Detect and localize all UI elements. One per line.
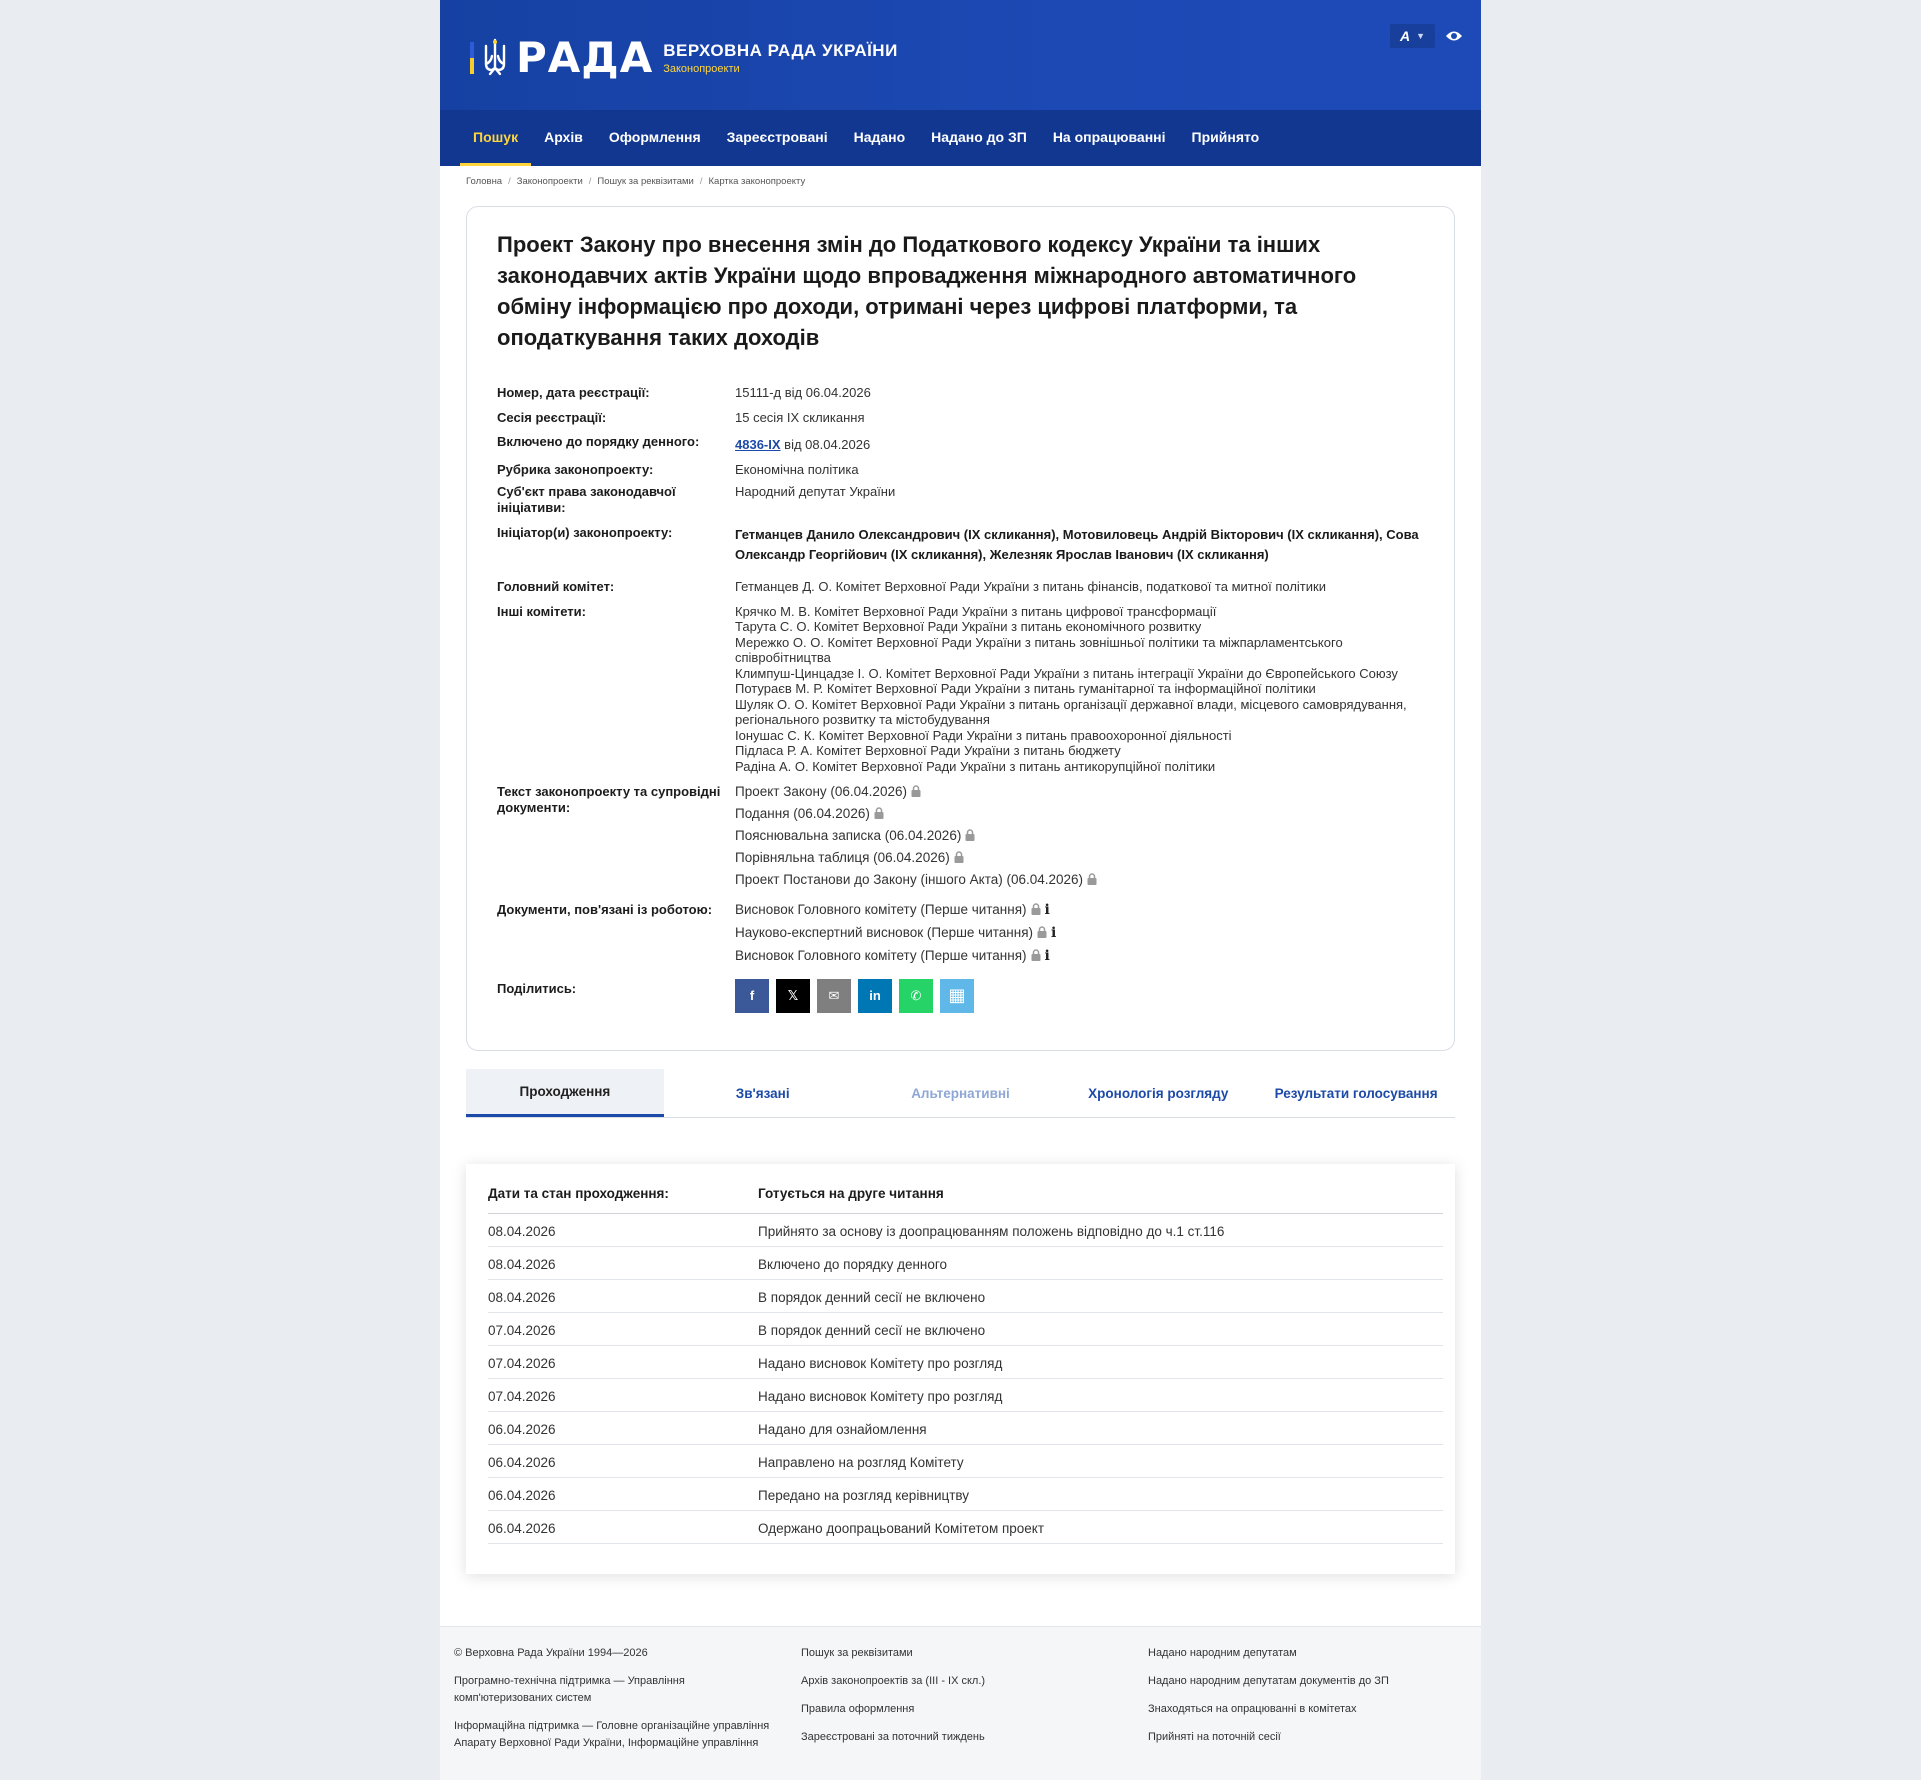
info-icon[interactable]: i	[1044, 902, 1050, 918]
header-tools	[1390, 24, 1463, 48]
whatsapp-icon: ✆	[910, 988, 922, 1004]
committee-item: Потураєв М. Р. Комітет Верховної Ради України з питань гуманітарної та інформаційної політики	[735, 681, 1316, 696]
breadcrumb-current: Картка законопроекту	[708, 176, 806, 187]
row-status: Направлено на розгляд Комітету	[758, 1445, 1443, 1478]
field-registration	[497, 385, 1424, 401]
passage-panel	[466, 1164, 1455, 1574]
related-document-link[interactable]: Висновок Головного комітету (Перше читання)	[735, 948, 1027, 963]
page	[440, 0, 1481, 1779]
lock-icon	[954, 851, 964, 863]
field-value: 15111-д від 06.04.2026	[735, 385, 871, 400]
footer-link[interactable]: Пошук за реквізитами	[801, 1647, 913, 1659]
field-agenda	[497, 434, 1424, 453]
row-date: 06.04.2026	[488, 1412, 758, 1445]
lock-icon	[1031, 949, 1041, 961]
breadcrumb-home[interactable]: Головна	[466, 176, 503, 187]
table-row	[488, 1511, 1443, 1544]
committee-item: Шуляк О. О. Комітет Верховної Ради України з питань організації державної влади, місцевого самоврядування, регіонального розвитку та містобудування	[735, 696, 1407, 727]
field-subject	[497, 484, 1424, 515]
tab-passage[interactable]: Проходження	[466, 1069, 664, 1117]
email-icon: ✉	[828, 988, 840, 1004]
footer-tech-link[interactable]: Управління комп'ютеризованих систем	[454, 1675, 685, 1704]
tab-related[interactable]: Зв'язані	[735, 1085, 790, 1101]
field-value: Економічна політика	[735, 461, 859, 477]
lock-icon	[1087, 873, 1097, 885]
field-share	[497, 979, 1424, 1013]
field-main-committee	[497, 579, 1424, 595]
x-share-button[interactable]	[776, 979, 810, 1013]
footer-info-link[interactable]: Головне організаційне управління Апарату Верховної Ради України, Інформаційне управління	[454, 1720, 770, 1749]
field-label: Сесія реєстрації:	[497, 409, 607, 425]
tab-chronology[interactable]: Хронологія розгляду	[1088, 1085, 1229, 1101]
email-share-button[interactable]	[817, 979, 851, 1013]
nav-item-provided[interactable]: Надано	[853, 128, 906, 145]
main-nav	[440, 110, 1481, 166]
documents-list	[735, 784, 1424, 894]
document-item[interactable]	[735, 784, 1424, 800]
nav-item-adopted[interactable]: Прийнято	[1191, 128, 1260, 145]
field-related-documents	[497, 902, 1424, 971]
breadcrumb	[440, 166, 1481, 190]
committee-item: Крячко М. В. Комітет Верховної Ради України з питань цифрової трансформації	[735, 603, 1217, 619]
flag-bar	[470, 42, 474, 74]
qr-share-button[interactable]	[940, 979, 974, 1013]
table-row	[488, 1313, 1443, 1346]
breadcrumb-separator: /	[508, 176, 511, 187]
logo-word: РАДА	[516, 33, 654, 82]
font-size-button[interactable]	[1390, 24, 1435, 48]
footer-tech-label: Програмно-технічна підтримка —	[454, 1675, 628, 1687]
field-label: Інші комітети:	[497, 603, 586, 619]
site-logo[interactable]	[470, 33, 898, 82]
breadcrumb-bills[interactable]: Законопроекти	[516, 176, 583, 187]
document-item[interactable]	[735, 850, 1424, 866]
site-subtitle: Законопроекти	[663, 63, 740, 75]
trident-icon	[482, 38, 508, 78]
footer-tech-support	[454, 1673, 774, 1707]
nav-item-search[interactable]: Пошук	[460, 110, 531, 166]
footer-col-links-2	[1148, 1645, 1468, 1757]
row-date: 07.04.2026	[488, 1346, 758, 1379]
table-row	[488, 1478, 1443, 1511]
field-documents	[497, 784, 1424, 894]
committee-item: Мережко О. О. Комітет Верховної Ради України з питань зовнішньої політики та міжпарламентського співробітництва	[735, 634, 1343, 665]
field-label: Включено до порядку денного:	[497, 434, 700, 449]
row-status: Передано на розгляд керівництву	[758, 1478, 1443, 1511]
committee-list	[735, 604, 1425, 775]
info-icon[interactable]: i	[1044, 948, 1050, 964]
lock-icon	[874, 807, 884, 819]
agenda-link[interactable]: 4836-IX	[735, 437, 781, 452]
table-row	[488, 1214, 1443, 1247]
row-date: 06.04.2026	[488, 1478, 758, 1511]
committee-item: Підласа Р. А. Комітет Верховної Ради України з питань бюджету	[735, 743, 1121, 758]
lock-icon	[911, 785, 921, 797]
nav-item-processing[interactable]: На опрацюванні	[1052, 128, 1166, 145]
related-document-item[interactable]	[735, 902, 1424, 919]
nav-item-provided-zp[interactable]: Надано до ЗП	[931, 128, 1027, 145]
committee-item: Іонушас С. К. Комітет Верховної Ради України з питань правоохоронної діяльності	[735, 727, 1232, 743]
linkedin-share-button[interactable]	[858, 979, 892, 1013]
footer-link[interactable]: Надано народним депутатам документів до ЗП	[1148, 1675, 1389, 1687]
row-date: 06.04.2026	[488, 1511, 758, 1544]
row-status: Надано висновок Комітету про розгляд	[758, 1346, 1443, 1379]
row-status: Надано висновок Комітету про розгляд	[758, 1379, 1443, 1412]
table-row	[488, 1247, 1443, 1280]
document-item[interactable]	[735, 828, 1424, 844]
field-other-committees	[497, 604, 1424, 775]
field-label: Документи, пов'язані із роботою:	[497, 902, 713, 917]
footer-info-label: Інформаційна підтримка —	[454, 1720, 597, 1732]
facebook-share-button[interactable]	[735, 979, 769, 1013]
column-header-dates: Дати та стан проходження:	[488, 1174, 758, 1214]
lock-icon	[965, 829, 975, 841]
tab-voting-results[interactable]: Результати голосування	[1274, 1085, 1438, 1101]
document-item[interactable]	[735, 806, 1424, 822]
linkedin-icon: in	[869, 988, 881, 1004]
chevron-down-icon: ▼	[1416, 31, 1425, 41]
row-status: В порядок денний сесії не включено	[758, 1313, 1443, 1346]
field-value: Гетманцев Д. О. Комітет Верховної Ради України з питань фінансів, податкової та митної політики	[735, 579, 1326, 594]
row-status: Одержано доопрацьований Комітетом проект	[758, 1511, 1443, 1544]
breadcrumb-search[interactable]: Пошук за реквізитами	[597, 176, 694, 187]
table-header-row	[488, 1174, 1443, 1214]
font-size-label: A	[1399, 28, 1411, 44]
page-title: Проект Закону про внесення змін до Податкового кодексу України та інших законодавчих актів України щодо впровадження міжнародного автоматичного обміну інформацією про доходи, отримані через цифрові платформи, та оподаткування таких доходів	[497, 232, 1357, 350]
related-document-link[interactable]: Науково-експертний висновок (Перше читання)	[735, 925, 1034, 940]
field-label: Номер, дата реєстрації:	[497, 385, 650, 400]
field-rubric	[497, 462, 1424, 478]
agenda-date: від 08.04.2026	[784, 437, 871, 452]
document-link[interactable]: Проект Постанови до Закону (іншого Акта) (06.04.2026)	[735, 872, 1084, 887]
field-label: Поділитись:	[497, 981, 577, 996]
document-link[interactable]: Пояснювальна записка (06.04.2026)	[735, 828, 962, 843]
footer-link[interactable]: Архів законопроектів за (III - IX скл.)	[801, 1675, 986, 1687]
nav-item-archive[interactable]: Архів	[544, 128, 583, 145]
share-buttons	[735, 979, 1424, 1013]
footer-col-info	[454, 1645, 774, 1763]
breadcrumb-separator: /	[699, 176, 703, 187]
initiators-list[interactable]: Гетманцев Данило Олександрович (IX скликання), Мотовиловець Андрій Вікторович (IX скликання), Сова Олександр Георгійович (IX скликання), Железняк Ярослав Іванович (IX скликання)	[735, 527, 1419, 562]
document-link[interactable]: Подання (06.04.2026)	[735, 806, 870, 821]
bill-tabs	[466, 1069, 1455, 1118]
row-date: 07.04.2026	[488, 1379, 758, 1412]
table-row	[488, 1346, 1443, 1379]
column-header-status: Готується на друге читання	[758, 1174, 1443, 1214]
footer-col-links-1	[801, 1645, 1101, 1757]
site-footer	[440, 1626, 1481, 1780]
tab-alternative: Альтернативні	[911, 1085, 1010, 1101]
row-status: В порядок денний сесії не включено	[758, 1280, 1443, 1313]
footer-link[interactable]: Знаходяться на опрацюванні в комітетах	[1148, 1703, 1357, 1715]
document-link[interactable]: Проект Закону (06.04.2026)	[735, 784, 907, 799]
row-date: 08.04.2026	[488, 1214, 758, 1247]
field-label: Ініціатор(и) законопроекту:	[497, 525, 673, 540]
footer-copyright: © Верховна Рада України 1994—2026	[454, 1647, 648, 1659]
related-documents-list	[735, 902, 1424, 971]
field-initiators	[497, 525, 1424, 565]
whatsapp-share-button[interactable]	[899, 979, 933, 1013]
footer-link[interactable]: Зареєстровані за поточний тиждень	[801, 1731, 985, 1743]
row-date: 07.04.2026	[488, 1313, 758, 1346]
committee-item: Тарута С. О. Комітет Верховної Ради України з питань економічного розвитку	[735, 619, 1202, 634]
site-title: ВЕРХОВНА РАДА УКРАЇНИ	[663, 41, 898, 60]
facebook-icon: f	[749, 988, 755, 1004]
row-status: Включено до порядку денного	[758, 1247, 1443, 1280]
document-link[interactable]: Порівняльна таблиця (06.04.2026)	[735, 850, 950, 865]
footer-link[interactable]: Надано народним депутатам	[1148, 1647, 1297, 1659]
related-document-item[interactable]	[735, 948, 1424, 965]
nav-item-formatting[interactable]: Оформлення	[608, 128, 701, 145]
logo-text	[663, 41, 898, 75]
bill-card	[466, 206, 1455, 1051]
field-value: Народний депутат України	[735, 484, 896, 499]
row-status: Надано для ознайомлення	[758, 1412, 1443, 1445]
row-status: Прийнято за основу із доопрацюванням положень відповідно до ч.1 ст.116	[758, 1214, 1443, 1247]
site-header	[440, 0, 1481, 110]
footer-link[interactable]: Правила оформлення	[801, 1703, 915, 1715]
nav-item-registered[interactable]: Зареєстровані	[726, 128, 828, 145]
row-date: 08.04.2026	[488, 1247, 758, 1280]
field-value: 15 сесія IX скликання	[735, 409, 865, 425]
related-document-item[interactable]	[735, 925, 1424, 942]
committee-item: Радіна А. О. Комітет Верховної Ради України з питань антикорупційної політики	[735, 758, 1216, 774]
related-document-link[interactable]: Висновок Головного комітету (Перше читання)	[735, 902, 1027, 917]
field-label: Головний комітет:	[497, 579, 615, 594]
qr-code-icon: ▦	[948, 985, 966, 1006]
footer-link[interactable]: Прийняті на поточній сесії	[1148, 1731, 1281, 1743]
committee-item: Климпуш-Цинцадзе І. О. Комітет Верховної Ради України з питань інтеграції України до Європейського Союзу	[735, 665, 1398, 681]
info-icon[interactable]: i	[1051, 925, 1057, 941]
row-date: 06.04.2026	[488, 1445, 758, 1478]
x-icon: 𝕏	[787, 988, 799, 1004]
field-value	[735, 434, 1424, 453]
passage-table	[488, 1174, 1443, 1544]
table-row	[488, 1445, 1443, 1478]
document-item[interactable]	[735, 872, 1424, 888]
breadcrumb-separator: /	[588, 176, 592, 187]
row-date: 08.04.2026	[488, 1280, 758, 1313]
table-row	[488, 1280, 1443, 1313]
field-label: Суб'єкт права законодавчої ініціативи:	[497, 484, 676, 515]
lock-icon	[1031, 903, 1041, 915]
footer-info-support	[454, 1718, 774, 1752]
table-row	[488, 1379, 1443, 1412]
eye-icon[interactable]	[1445, 29, 1463, 43]
table-row	[488, 1412, 1443, 1445]
field-session	[497, 410, 1424, 426]
field-label: Рубрика законопроекту:	[497, 461, 654, 477]
lock-icon	[1037, 926, 1047, 938]
field-label: Текст законопроекту та супровідні документи:	[497, 784, 721, 815]
